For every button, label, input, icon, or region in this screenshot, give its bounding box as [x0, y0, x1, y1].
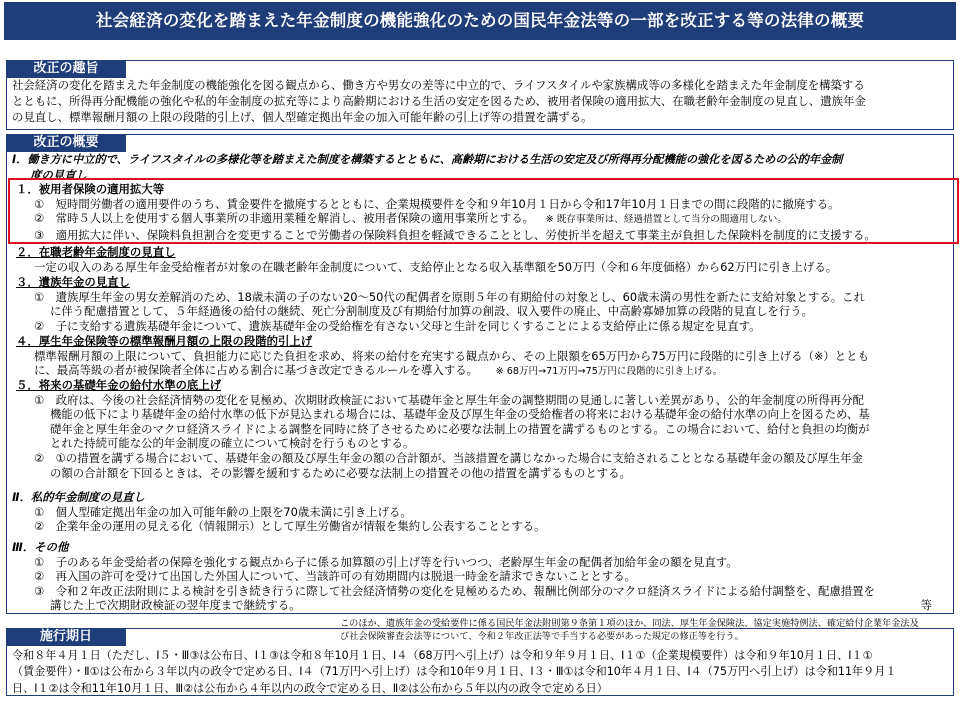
item1-point-text: ② 常時５人以上を使用する個人事業所の非適用業種を解消し、被用者保険の適用事業所とする。: [34, 211, 535, 226]
item3-heading: ３．遺族年金の見直し: [16, 275, 130, 289]
section3-point: ② 再入国の許可を受けて出国した外国人について、当該許可の有効期間内は脱退一時金を請求できないこととする。: [34, 569, 637, 584]
item1-point: ① 短時間労働者の適用要件のうち、賃金要件を撤廃するとともに、企業規模要件を令和９年10月１日から令和17年10月１日までの間に段階的に撤廃する。: [34, 196, 840, 211]
item3-point: ① 遺族厚生年金の男女差解消のため、18歳未満の子のない20～50代の配偶者を原則５年の有期給付の対象とし、60歳未満の男性を新たに支給対象とする。これ: [34, 289, 865, 304]
overview-heading: 改正の概要: [6, 134, 126, 152]
purpose-text: [12, 78, 950, 125]
effective-line: （賃金要件）・Ⅱ①は公布から３年以内の政令で定める日、Ⅰ４（71万円へ引上げ）は令和10年９月１日、Ⅰ３・Ⅲ①は令和10年４月１日、Ⅰ４（75万円へ引上げ）は令和11年９月１: [12, 665, 897, 679]
effective-dates: [12, 648, 952, 697]
item2-heading: ２．在職老齢年金制度の見直し: [16, 245, 176, 259]
item4-heading: ４．厚生年金保険等の標準報酬月額の上限の段階的引上げ: [16, 334, 313, 348]
item4-point-note: ※ 68万円→71万円→75万円に段階的に引き上げる。: [495, 366, 723, 378]
note-line: このほか、遺族年金の受給要件に係る国民年金法附則第９条第１項のほか、同法、厚生年金保険法、協定実施特例法、確定給付企業年金法及: [340, 618, 919, 629]
item3-point-cont: に伴う配慮措置として、５年経過後の給付の継続、死亡分割制度及び有期給付加算の創設、収入要件の廃止、中高齢寡婦加算の段階的見直しを行う。: [50, 304, 813, 319]
item5-point-cont: 礎年金と厚生年金のマクロ経済スライドによる調整を同時に終了させるために必要な法制上の措置を講ずるものとする。この場合において、給付と負担の均衡が: [50, 421, 870, 436]
section3-point: ③ 令和２年改正法附則による検討を引き続き行うに際して社会経済情勢の変化を見極めるため、報酬比例部分のマクロ経済スライドによる給付調整を、配慮措置を: [34, 583, 875, 598]
purpose-line: の見直し、標準報酬月額の上限の段階的引上げ、個人型確定拠出年金の加入可能年齢の引上げ等の措置を講ずる。: [12, 109, 593, 124]
item1-heading: １．被用者保険の適用拡大等: [16, 182, 165, 196]
section2-title: Ⅱ．私的年金制度の見直し: [12, 490, 145, 504]
section3-title: Ⅲ．その他: [12, 540, 69, 554]
section2-point: ① 個人型確定拠出年金の加入可能年齢の上限を70歳未満に引き上げる。: [34, 504, 412, 519]
item1-point-note: ※ 既存事業所は、経過措置として当分の間適用しない。: [545, 214, 787, 226]
effective-line: 日、Ⅰ１②は令和11年10月１日、Ⅲ②は公布から４年以内の政令で定める日、Ⅱ②は公布から５年以内の政令で定める日）: [12, 681, 608, 695]
item1-point: [16, 211, 956, 228]
item4-point: 標準報酬月額の上限について、負担能力に応じた負担を求め、将来の給付を充実する観点から、その上限額を65万円から75万円に段階的に引き上げる（※）ととも: [34, 348, 869, 363]
item1-point: ③ 適用拡大に伴い、保険料負担割合を変更することで労働者の保険料負担を軽減できることとし、労使折半を超えて事業主が負担した保険料を制度的に支援する。: [34, 227, 876, 242]
item5-point-cont: の額の合計額を下回るときは、その影響を緩和するために必要な法制上の措置その他の措置を講ずるものとする。: [50, 465, 631, 480]
effective-heading: 施行期日: [6, 628, 126, 646]
section3-point-text: 講じた上で次期財政検証の翌年度まで継続する。: [50, 598, 301, 613]
purpose-line: 社会経済の変化を踏まえた年金制度の機能強化を図る観点から、働き方や男女の差等に中立的で、ライフスタイルや家族構成等の多様化を踏まえた年金制度を構築する: [12, 78, 865, 92]
purpose-heading: 改正の趣旨: [6, 60, 126, 78]
item5-heading: ５．将来の基礎年金の給付水準の底上げ: [16, 378, 222, 392]
section1-title: Ⅰ．働き方に中立的で、ライフスタイルの多様化等を踏まえた制度を構築するとともに、高齢期における生活の安定及び所得再分配機能の強化を図るための公的年金制: [12, 153, 843, 166]
note-line: び社会保険審査会法等について、令和２年改正法等で手当する必要があった規定の修正等を行う。: [340, 630, 744, 642]
item4-point-text: に、最高等級の者が被保険者全体に占める割合に基づき改定できるルールを導入する。: [34, 363, 479, 378]
section2-point: ② 企業年金の運用の見える化（情報開示）として厚生労働省が情報を集約し公表することとする。: [34, 519, 546, 534]
item2-point: 一定の収入のある厚生年金受給権者が対象の在職老齢年金制度について、支給停止となる収入基準額を50万円（令和６年度価格）から62万円に引き上げる。: [34, 259, 838, 274]
section3-etc: 等: [920, 598, 932, 613]
effective-line: 令和８年４月１日（ただし、Ⅰ５・Ⅲ③は公布日、Ⅰ１③は令和８年10月１日、Ⅰ４（68万円へ引上げ）は令和９年９月１日、Ⅰ１①（企業規模要件）は令和９年10月１日、Ⅰ１①: [12, 649, 873, 662]
purpose-line: とともに、所得再分配機能の強化や私的年金制度の拡充等により高齢期における生活の安定を図るため、被用者保険の適用拡大、在職老齢年金制度の見直し、遺族年金: [12, 93, 866, 108]
item5-point: ① 政府は、今後の社会経済情勢の変化を見極め、次期財政検証において基礎年金と厚生年金の調整期間の見通しに著しい差異があり、公的年金制度の所得再分配: [34, 392, 864, 407]
section3-point-cont: [12, 598, 932, 613]
item3-point: ② 子に支給する遺族基礎年金について、遺族基礎年金の受給権を有さない父母と生計を同じくすることによる支給停止に係る規定を見直す。: [34, 318, 761, 333]
page-title: 社会経済の変化を踏まえた年金制度の機能強化のための国民年金法等の一部を改正する等の法律の概要: [4, 2, 956, 40]
item5-point-cont: とれた持続可能な公的年金制度の確立について検討を行うものとする。: [50, 436, 415, 451]
section1-title-cont: 度の見直し: [30, 167, 87, 182]
item5-point-cont: 機能の低下により基礎年金の給付水準の低下が見込まれる場合には、基礎年金及び厚生年金の受給権者の将来における基礎年金の給付水準の向上を図るため、基: [50, 407, 870, 422]
item5-point: ② ①の措置を講ずる場合において、基礎年金の額及び厚生年金の額の合計額が、当該措置を講じなかった場合に支給されることとなる基礎年金の額及び厚生年金: [34, 450, 863, 465]
section3-point: ① 子のある年金受給者の保障を強化する観点から子に係る加算額の引上げ等を行いつつ、老齢厚生年金の配偶者加給年金の額を見直す。: [34, 554, 738, 569]
